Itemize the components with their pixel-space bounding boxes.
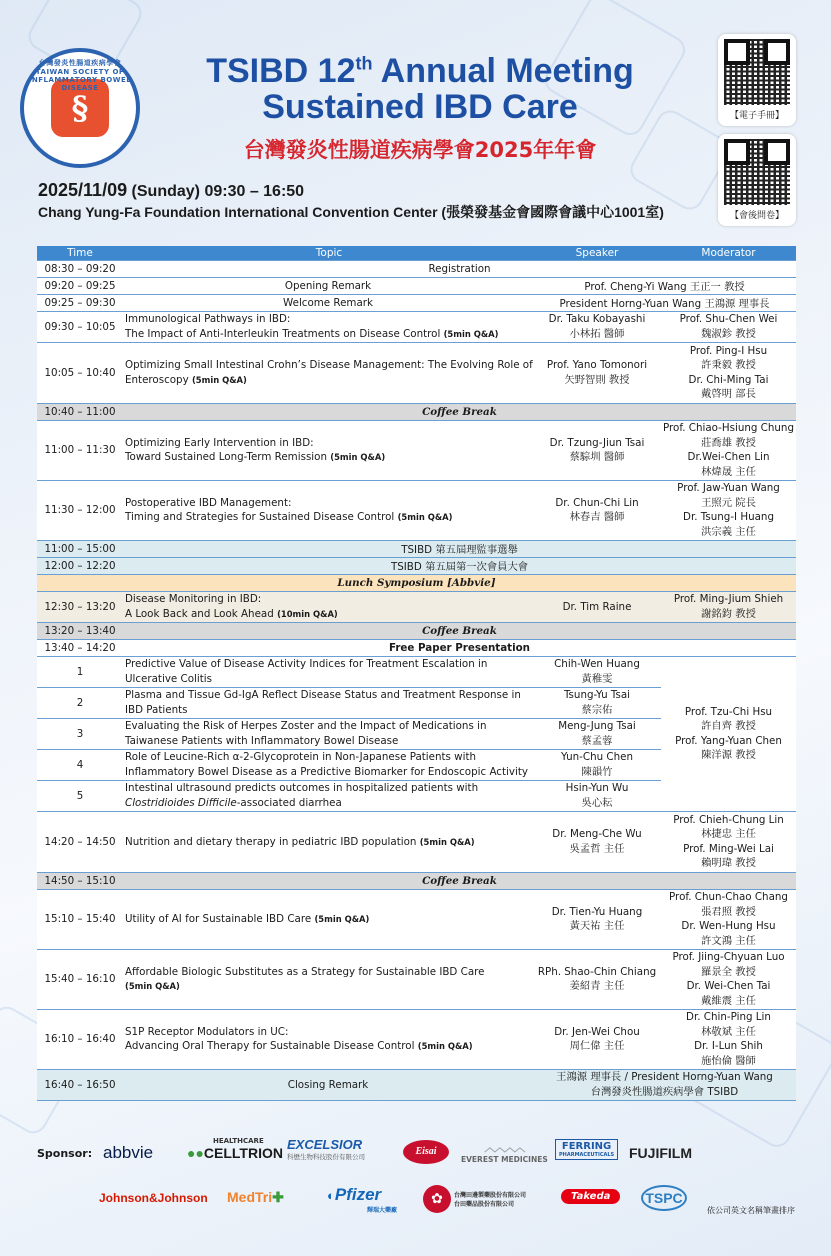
topic-cell: Optimizing Early Intervention in IBD: Toward Sustained Long-Term Remission (5min Q&A) [123,420,533,480]
paper-number: 5 [37,780,123,811]
time-cell: 11:00 – 15:00 [37,540,123,557]
qr-code-icon [724,39,790,105]
speaker-cell: Meng-Jung Tsai 蔡孟蓉 [533,718,661,749]
table-row [37,889,796,949]
time-cell: 16:10 – 16:40 [37,1009,123,1069]
election-cell: TSIBD 第五屆理監事選舉 [123,540,796,557]
table-row [37,277,796,294]
topic-cell: Immunological Pathways in IBD: The Impact of Anti-Interleukin Treatments on Disease Control (5min Q&A) [123,311,533,342]
topic-cell: Affordable Biologic Substitutes as a Strategy for Sustainable IBD Care (5min Q&A) [123,949,533,1009]
table-row [37,656,796,687]
topic-cell: Role of Leucine-Rich α-2-Glycoprotein in Non-Japanese Patients with Inflammatory Bowel Disease as a Predictive Biomarker for Endoscopic Activity [123,749,533,780]
eisai-logo: Eisai [403,1140,449,1164]
speaker-cell: Dr. Tien-Yu Huang 黃天祐 主任 [533,889,661,949]
table-row [37,622,796,639]
table-row [37,420,796,480]
moderator-cell: Prof. Chun-Chao Chang 張君照 教授 Dr. Wen-Hung Hsu 許文鴻 主任 [661,889,796,949]
table-row [37,574,796,591]
medtri-logo: MedTri✚ [227,1189,284,1205]
paper-number: 1 [37,656,123,687]
takeda-logo: Takeda [561,1189,620,1204]
excelsior-logo: EXCELSIOR 科懋生物科技股份有限公司 [287,1137,365,1161]
ferring-logo: FERRING PHARMACEUTICALS [555,1139,618,1160]
time-cell: 13:40 – 14:20 [37,639,123,656]
sponsor-order-note: 依公司英文名稱筆畫排序 [707,1206,795,1215]
table-row [37,949,796,1009]
moderator-cell: Prof. Jaw-Yuan Wang 王照元 院長 Dr. Tsung-I Huang 洪宗義 主任 [661,480,796,540]
topic-cell: Plasma and Tissue Gd-IgA Reflect Disease Status and Treatment Response in IBD Patients [123,687,533,718]
speaker-cell: Prof. Cheng-Yi Wang 王正一 教授 [533,277,796,294]
lunch-symposium-cell: Lunch Symposium [Abbvie] [37,574,796,591]
tsibd-logo [20,48,140,168]
moderator-cell: Dr. Chin-Ping Lin 林敬斌 主任 Dr. I-Lun Shih 施怡倫 醫師 [661,1009,796,1069]
time-cell: 10:05 – 10:40 [37,342,123,403]
qr-ebook[interactable] [718,34,796,126]
table-row [37,557,796,574]
topic-cell: Postoperative IBD Management: Timing and Strategies for Sustained Disease Control (5min Q&A) [123,480,533,540]
header-topic: Topic [123,246,533,260]
coffee-break-cell: Coffee Break [123,872,796,889]
speaker-cell: Dr. Taku Kobayashi 小林拓 醫師 [533,311,661,342]
logo-ring-text: 台灣發炎性腸道疾病學會 TAIWAN SOCIETY OF INFLAMMATORY BOWEL DISEASE [28,59,132,92]
paper-number: 3 [37,718,123,749]
table-row [37,311,796,342]
topic-cell: Utility of AI for Sustainable IBD Care (5min Q&A) [123,889,533,949]
moderator-cell: Prof. Ming-Jium Shieh 謝銘鈞 教授 [661,591,796,622]
paper-number: 4 [37,749,123,780]
table-row [37,342,796,403]
time-cell: 08:30 – 09:20 [37,260,123,277]
moderator-cell: Prof. Chiao-Hsiung Chung 莊喬雄 教授 Dr.Wei-Chen Lin 林煒晟 主任 [661,420,796,480]
time-cell: 11:00 – 11:30 [37,420,123,480]
pfizer-logo: ◐Pfizer 輝瑞大藥廠 [327,1185,398,1214]
speaker-cell: Tsung-Yu Tsai 蔡宗佑 [533,687,661,718]
speaker-cell: Dr. Chun-Chi Lin 林春吉 醫師 [533,480,661,540]
header-time: Time [37,246,123,260]
moderator-cell: Prof. Shu-Chen Wei 魏淑鉁 教授 [661,311,796,342]
tspc-logo: TSPC [641,1185,687,1211]
topic-cell: Evaluating the Risk of Herpes Zoster and the Impact of Medications in Taiwanese Patients with Inflammatory Bowel Disease [123,718,533,749]
topic-cell: Intestinal ultrasound predicts outcomes in hospitalized patients with Clostridioides Difficile-associated diarrhea [123,780,533,811]
table-row [37,480,796,540]
time-cell: 09:25 – 09:30 [37,294,123,311]
event-venue: Chang Yung-Fa Foundation International Convention Center (張榮發基金會國際會議中心1001室) [38,204,664,220]
moderator-cell: Prof. Chieh-Chung Lin 林捷忠 主任 Prof. Ming-Wei Lai 賴明瑋 教授 [661,811,796,872]
time-cell: 09:30 – 10:05 [37,311,123,342]
celltrion-logo: HEALTHCARE ●●CELLTRION [187,1137,283,1161]
table-row [37,811,796,872]
topic-cell: Welcome Remark [123,294,533,311]
event-date: 2025/11/09 (Sunday) 09:30 – 16:50 [38,180,305,200]
assembly-cell: TSIBD 第五屆第一次會員大會 [123,557,796,574]
time-cell: 14:50 – 15:10 [37,872,123,889]
tanabe-logo: ✿ 台灣田邊製藥股份有限公司 台田藥品股份有限公司 [423,1185,526,1213]
table-row [37,1009,796,1069]
table-row [37,639,796,656]
header-moderator: Moderator [661,246,796,260]
free-paper-cell: Free Paper Presentation [123,639,796,656]
topic-cell: Disease Monitoring in IBD: A Look Back and Look Ahead (10min Q&A) [123,591,533,622]
table-header [37,246,796,260]
speaker-cell: President Horng-Yuan Wang 王鴻源 理事長 [533,294,796,311]
qr-survey[interactable] [718,134,796,226]
topic-cell: Opening Remark [123,277,533,294]
time-cell: 09:20 – 09:25 [37,277,123,294]
speaker-cell: Hsin-Yun Wu 吳心耘 [533,780,661,811]
time-cell: 12:30 – 13:20 [37,591,123,622]
sponsor-section [37,1135,797,1245]
qr-label: 【電子手冊】 [729,111,784,121]
registration-cell: Registration [123,260,796,277]
topic-cell: Closing Remark [123,1069,533,1100]
coffee-break-cell: Coffee Break [123,622,796,639]
fujifilm-logo: FUJIFILM [629,1145,692,1161]
moderator-cell: Prof. Tzu-Chi Hsu 許自齊 教授 Prof. Yang-Yuan Chen 陳洋源 教授 [661,656,796,811]
qr-label: 【會後問卷】 [729,211,784,221]
poster-header [0,0,831,240]
title-line-1: TSIBD 12th Annual Meeting [206,52,634,90]
schedule-table [37,246,796,1101]
title-line-2: Sustained IBD Care [262,88,578,126]
moderator-cell: Prof. Ping-I Hsu 許秉毅 教授 Dr. Chi-Ming Tai 戴啓明 部長 [661,342,796,403]
table-row [37,872,796,889]
moderator-cell: Prof. Jiing-Chyuan Luo 羅景全 教授 Dr. Wei-Chen Tai 戴維震 主任 [661,949,796,1009]
speaker-cell: Dr. Jen-Wei Chou 周仁偉 主任 [533,1009,661,1069]
speaker-cell: Chih-Wen Huang 黃稚雯 [533,656,661,687]
speaker-cell: Dr. Meng-Che Wu 吳孟哲 主任 [533,811,661,872]
time-cell: 11:30 – 12:00 [37,480,123,540]
time-cell: 14:20 – 14:50 [37,811,123,872]
speaker-cell: Dr. Tzung-Jiun Tsai 蔡騌圳 醫師 [533,420,661,480]
speaker-cell: RPh. Shao-Chin Chiang 姜紹青 主任 [533,949,661,1009]
speaker-cell: Prof. Yano Tomonori 矢野智則 教授 [533,342,661,403]
speaker-cell: Dr. Tim Raine [533,591,661,622]
intestine-icon: § [51,79,109,137]
everest-logo: ︿︿︿︿ EVEREST MEDICINES [461,1141,548,1164]
sponsor-label: Sponsor: [37,1147,93,1160]
speaker-cell: 王鴻源 理事長 / President Horng-Yuan Wang 台灣發炎性腸道疾病學會 TSIBD [533,1069,796,1100]
abbvie-logo: abbvie [103,1143,154,1162]
time-cell: 13:20 – 13:40 [37,622,123,639]
topic-cell: S1P Receptor Modulators in UC: Advancing Oral Therapy for Sustainable Disease Control (5min Q&A) [123,1009,533,1069]
title-chinese: 台灣發炎性腸道疾病學會2025年年會 [243,138,597,162]
time-cell: 16:40 – 16:50 [37,1069,123,1100]
topic-cell: Nutrition and dietary therapy in pediatric IBD population (5min Q&A) [123,811,533,872]
jnj-logo: Johnson&Johnson [99,1191,208,1205]
table-row [37,403,796,420]
table-row [37,540,796,557]
time-cell: 10:40 – 11:00 [37,403,123,420]
topic-cell: Predictive Value of Disease Activity Indices for Treatment Escalation in Ulcerative Colitis [123,656,533,687]
table-row [37,591,796,622]
table-row [37,260,796,277]
coffee-break-cell: Coffee Break [123,403,796,420]
table-row [37,1069,796,1100]
speaker-cell: Yun-Chu Chen 陳韻竹 [533,749,661,780]
time-cell: 15:10 – 15:40 [37,889,123,949]
time-cell: 15:40 – 16:10 [37,949,123,1009]
header-speaker: Speaker [533,246,661,260]
paper-number: 2 [37,687,123,718]
qr-code-icon [724,139,790,205]
time-cell: 12:00 – 12:20 [37,557,123,574]
table-row [37,294,796,311]
topic-cell: Optimizing Small Intestinal Crohn’s Disease Management: The Evolving Role of Enteroscopy (5min Q&A) [123,342,533,403]
tanabe-icon: ✿ [423,1185,451,1213]
